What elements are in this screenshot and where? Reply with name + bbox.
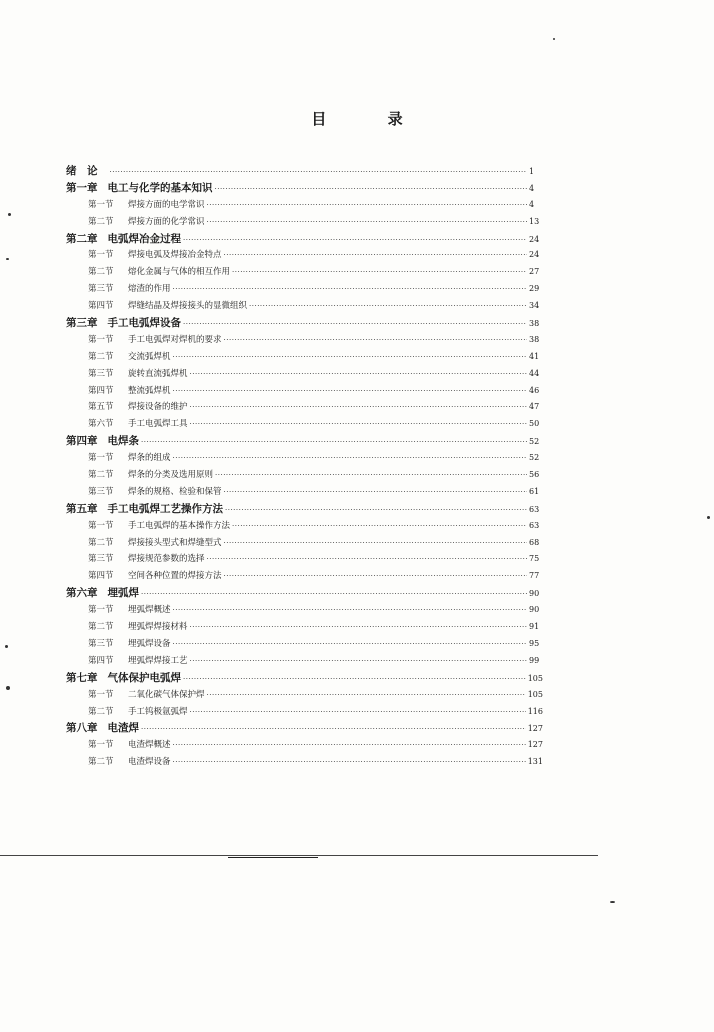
toc-title: 焊缝结晶及焊接接头的显微组织: [128, 301, 248, 312]
toc-title: 焊条的规格、检验和保管: [128, 486, 222, 497]
toc-number: 第四节: [88, 655, 114, 666]
toc-title: 交流弧焊机: [128, 351, 171, 362]
toc-title: 埋弧焊焊接材料: [128, 622, 188, 633]
toc-number: 第一节: [88, 605, 114, 616]
toc-number: 第六节: [88, 419, 114, 430]
toc-page-number: 63: [529, 504, 540, 514]
dot-leader: [207, 214, 527, 231]
toc-page-number: 116: [527, 706, 543, 716]
dot-leader: [224, 247, 527, 264]
toc-title: 焊接接头型式和焊缝型式: [128, 537, 222, 548]
toc-page-number: 38: [529, 319, 540, 329]
toc-number: 第二节: [88, 216, 114, 227]
scan-speck: [6, 258, 9, 260]
dot-leader: [173, 281, 527, 298]
toc-number: 第八章: [66, 722, 98, 735]
dot-leader: [190, 704, 526, 721]
toc-page-number: 63: [529, 520, 540, 530]
toc-chapter-row: [66, 501, 543, 518]
dot-leader: [183, 671, 526, 688]
toc-title: 手工钨极氩弧焊: [128, 706, 188, 717]
toc-title: 焊条的分类及选用原则: [128, 470, 214, 481]
toc-title: 整流弧焊机: [128, 385, 171, 396]
toc-section-row: [66, 416, 543, 433]
dot-leader: [141, 586, 527, 603]
scan-speck: [8, 213, 11, 216]
dot-leader: [190, 619, 527, 636]
toc-number: 第二节: [88, 470, 114, 481]
toc-section-row: [66, 568, 543, 585]
toc-chapter-row: [66, 315, 543, 332]
toc-section-row: [66, 704, 543, 721]
toc-section-row: [66, 636, 543, 653]
toc-section-row: [66, 602, 543, 619]
toc-page-number: 52: [529, 437, 540, 447]
dot-leader: [173, 383, 527, 400]
toc-page-number: 13: [529, 216, 540, 226]
toc-page-number: 38: [529, 334, 540, 344]
toc-page-number: 29: [529, 284, 540, 294]
toc-number: 第二节: [88, 706, 114, 717]
toc-page-number: 91: [529, 622, 540, 632]
toc-number: 第一节: [88, 520, 114, 531]
scan-speck: [5, 645, 8, 648]
toc-number: 第二章: [66, 232, 98, 245]
toc-title: 电焊条: [107, 435, 139, 448]
dot-leader: [141, 434, 527, 451]
toc-section-row: [66, 247, 543, 264]
toc-section-row: [66, 754, 543, 771]
toc-number: 第三节: [88, 554, 114, 565]
toc-title: 手工电弧焊的基本操作方法: [128, 520, 231, 531]
toc-chapter-row: [66, 180, 543, 197]
toc-chapter-row: [66, 585, 543, 602]
toc-number: 第五节: [88, 402, 114, 413]
divider-line: [0, 855, 598, 856]
toc-title: 电渣焊设备: [128, 757, 171, 768]
toc-number: 第三章: [66, 317, 98, 330]
toc-title: 手工电弧焊对焊机的要求: [128, 334, 222, 345]
dot-leader: [225, 502, 527, 519]
toc-section-row: [66, 197, 543, 214]
toc-title: 焊接规范参数的选择: [128, 554, 205, 565]
toc-page-number: 1: [529, 167, 535, 176]
toc-title: 气体保护电弧焊: [107, 671, 181, 684]
toc-page-number: 24: [529, 234, 540, 244]
dot-leader: [190, 366, 527, 383]
toc-page-number: 4: [529, 183, 535, 193]
toc-title: 手工电弧焊工艺操作方法: [107, 502, 223, 515]
dot-leader: [141, 721, 526, 738]
toc-section-row: [66, 366, 543, 383]
toc-title: 旋转直流弧焊机: [128, 368, 188, 379]
dot-leader: [224, 568, 527, 585]
toc-number: 第一节: [88, 453, 114, 464]
toc-page-number: 105: [527, 689, 543, 699]
toc-title: 手工电弧焊工具: [128, 419, 188, 430]
dot-leader: [232, 518, 527, 535]
dot-leader: [224, 332, 527, 349]
toc-page-number: 24: [529, 250, 540, 260]
dot-leader: [173, 636, 527, 653]
toc-section-row: [66, 349, 543, 366]
toc-number: 第四节: [88, 571, 114, 582]
toc-title: 二氧化碳气体保护焊: [128, 689, 205, 700]
toc-page-number: 68: [529, 537, 540, 547]
toc-title: 埋弧焊: [107, 587, 139, 600]
toc-chapter-row: [66, 720, 543, 737]
toc-page-number: 61: [529, 486, 540, 496]
dot-leader: [173, 450, 527, 467]
dot-leader: [183, 316, 527, 333]
toc-number: 第七章: [66, 671, 98, 684]
toc-title: 埋弧焊设备: [128, 638, 171, 649]
toc-number: 第一节: [88, 250, 114, 261]
toc-section-row: [66, 399, 543, 416]
toc-title: 电工与化学的基本知识: [107, 181, 213, 194]
toc-section-row: [66, 383, 543, 400]
divider-line: [228, 857, 318, 858]
toc-number: 绪 论: [66, 165, 98, 177]
toc-page-number: 47: [529, 402, 540, 412]
toc-title: 焊条的组成: [128, 453, 171, 464]
toc-number: 第二节: [88, 537, 114, 548]
toc-number: 第二节: [88, 622, 114, 633]
dot-leader: [190, 416, 527, 433]
toc-page-number: 50: [529, 419, 540, 429]
toc-number: 第二节: [88, 267, 114, 278]
toc-section-row: [66, 551, 543, 568]
toc-number: 第三节: [88, 486, 114, 497]
toc-title: 熔化金属与气体的相互作用: [128, 267, 231, 278]
toc-chapter-row: [66, 433, 543, 450]
dot-leader: [224, 535, 527, 552]
dot-leader: [215, 467, 527, 484]
toc-page-number: 75: [529, 554, 540, 564]
toc-page-number: 27: [529, 267, 540, 277]
toc-section-row: [66, 450, 543, 467]
toc-page-number: 4: [529, 199, 535, 209]
toc-title: 焊接方面的化学常识: [128, 216, 205, 227]
toc-section-row: [66, 467, 543, 484]
toc-number: 第一章: [66, 181, 98, 194]
toc-section-row: [66, 687, 543, 704]
toc-title: 焊接设备的维护: [128, 402, 188, 413]
toc-page-number: 46: [529, 385, 540, 395]
scan-speck: [553, 38, 555, 40]
toc-page-number: 90: [529, 589, 540, 599]
toc-title: 埋弧焊焊接工艺: [128, 655, 188, 666]
toc-title: 熔渣的作用: [128, 284, 171, 295]
toc-page-number: 56: [529, 470, 540, 480]
toc-page-number: 95: [529, 638, 540, 648]
toc-number: 第一节: [88, 199, 114, 210]
dot-leader: [173, 602, 527, 619]
toc-number: 第二节: [88, 757, 114, 768]
dot-leader: [190, 653, 527, 670]
dot-leader: [207, 197, 527, 214]
toc-page-number: 105: [527, 673, 543, 683]
toc-number: 第二节: [88, 351, 114, 362]
scan-speck: [610, 901, 615, 903]
toc-title: 电弧焊冶金过程: [107, 232, 181, 245]
dot-leader: [224, 484, 527, 501]
toc-page-number: 34: [529, 301, 540, 311]
toc-section-row: [66, 619, 543, 636]
toc-title: 电渣焊概述: [128, 740, 171, 751]
toc-title: 埋弧焊概述: [128, 605, 171, 616]
toc-chapter-row: [66, 163, 543, 180]
table-of-contents: [66, 163, 543, 771]
toc-chapter-row: [66, 670, 543, 687]
toc-section-row: [66, 484, 543, 501]
toc-number: 第三节: [88, 284, 114, 295]
dot-leader: [110, 164, 528, 181]
scan-speck: [6, 686, 10, 690]
toc-number: 第三节: [88, 368, 114, 379]
toc-number: 第五章: [66, 502, 98, 515]
toc-section-row: [66, 653, 543, 670]
toc-page-number: 127: [527, 724, 543, 734]
toc-title: 手工电弧焊设备: [107, 317, 181, 330]
toc-page-number: 41: [529, 351, 540, 361]
dot-leader: [207, 551, 527, 568]
toc-section-row: [66, 298, 543, 315]
toc-page-number: 52: [529, 453, 540, 463]
dot-leader: [215, 181, 528, 198]
toc-chapter-row: [66, 231, 543, 248]
dot-leader: [190, 399, 527, 416]
toc-section-row: [66, 214, 543, 231]
toc-page-number: 44: [529, 368, 540, 378]
toc-title: 焊接电弧及焊接冶金特点: [128, 250, 222, 261]
toc-number: 第一节: [88, 334, 114, 345]
dot-leader: [207, 687, 526, 704]
toc-section-row: [66, 518, 543, 535]
toc-title: 电渣焊: [107, 722, 139, 735]
toc-title: 焊接方面的电学常识: [128, 199, 205, 210]
dot-leader: [173, 349, 527, 366]
toc-number: 第一节: [88, 740, 114, 751]
toc-section-row: [66, 281, 543, 298]
toc-page-number: 127: [527, 740, 543, 750]
toc-number: 第一节: [88, 689, 114, 700]
toc-number: 第四节: [88, 301, 114, 312]
toc-page-number: 90: [529, 605, 540, 615]
toc-page-number: 99: [529, 655, 540, 665]
page-title: 目 录: [311, 110, 431, 128]
toc-page-number: 131: [527, 757, 543, 767]
toc-number: 第四章: [66, 435, 98, 448]
dot-leader: [232, 264, 527, 281]
toc-title: 空间各种位置的焊接方法: [128, 571, 222, 582]
toc-number: 第四节: [88, 385, 114, 396]
toc-number: 第三节: [88, 638, 114, 649]
toc-section-row: [66, 264, 543, 281]
toc-number: 第六章: [66, 587, 98, 600]
dot-leader: [249, 298, 527, 315]
scan-speck: [707, 516, 710, 519]
toc-page-number: 77: [529, 571, 540, 581]
dot-leader: [173, 754, 526, 771]
dot-leader: [173, 737, 526, 754]
dot-leader: [183, 232, 527, 249]
toc-section-row: [66, 737, 543, 754]
toc-section-row: [66, 535, 543, 552]
toc-section-row: [66, 332, 543, 349]
